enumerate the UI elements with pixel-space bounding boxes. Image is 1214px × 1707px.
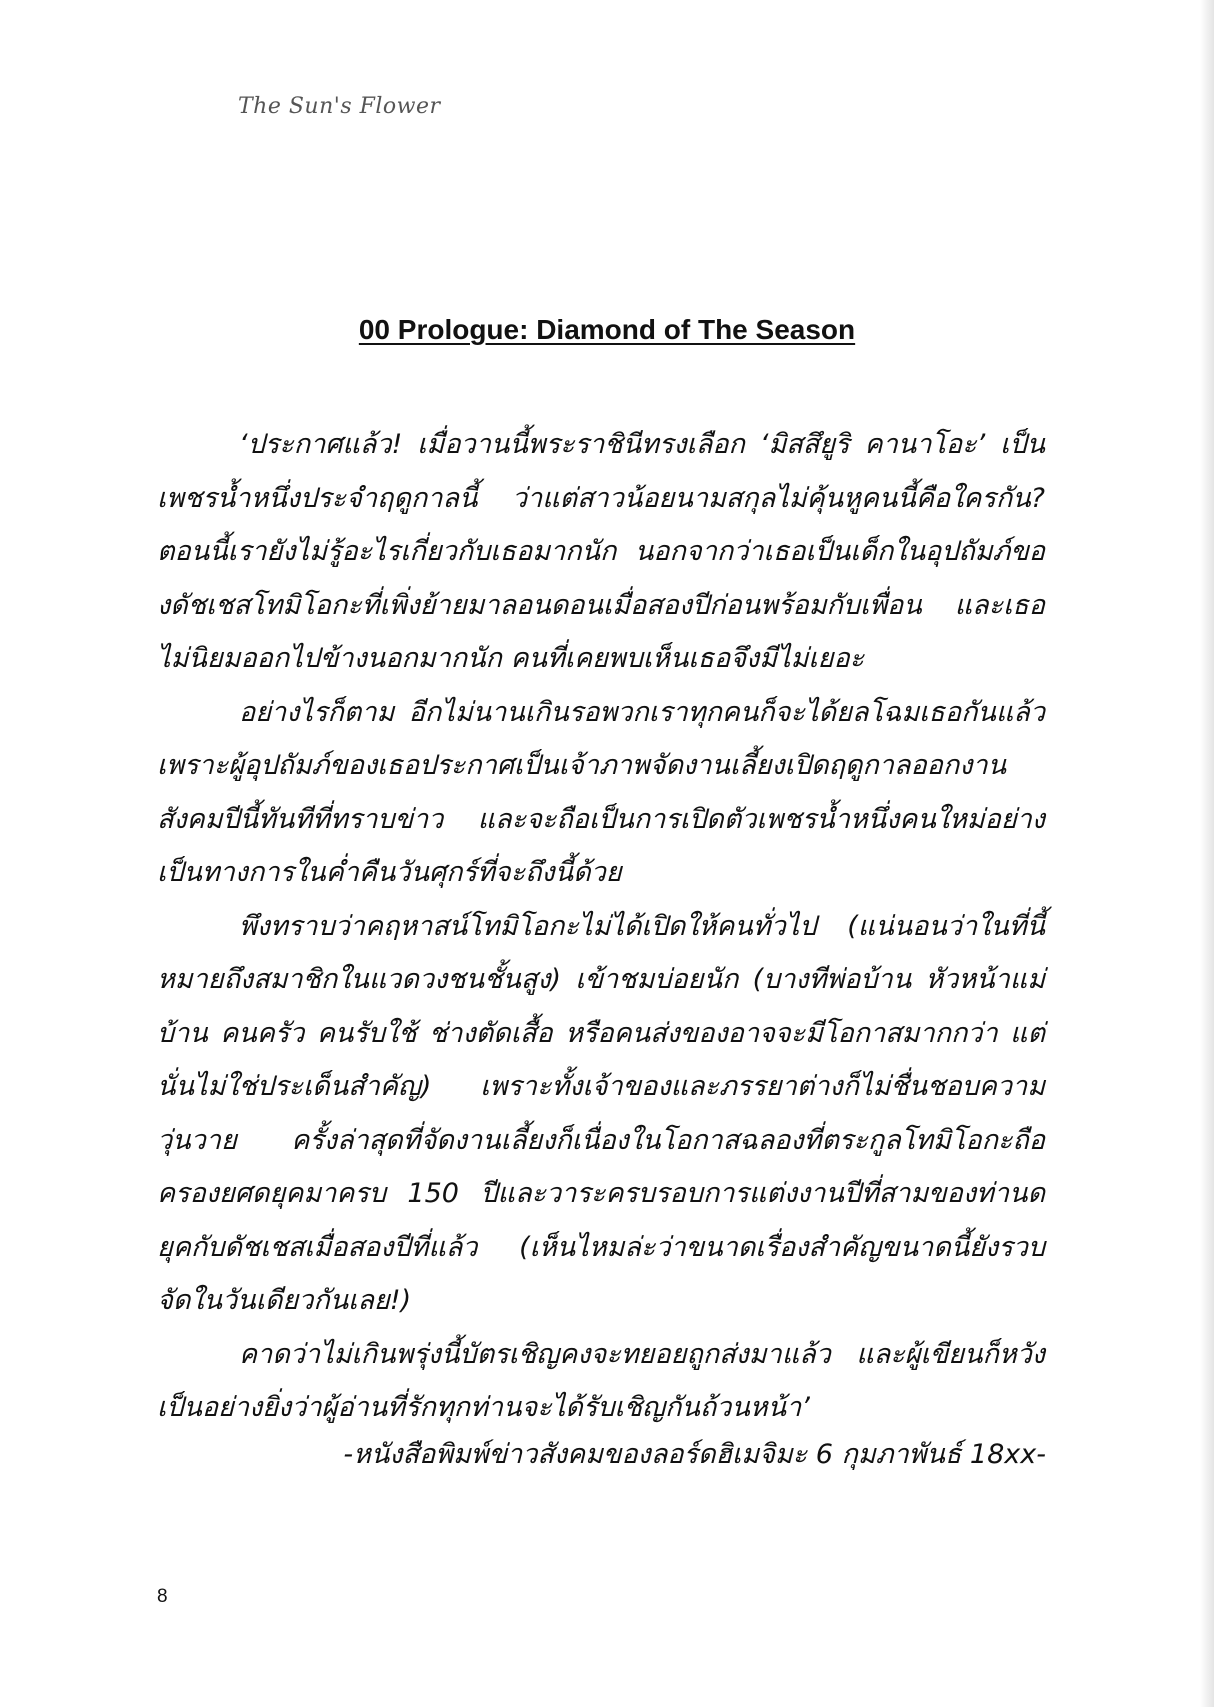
paragraph: อย่างไรก็ตาม อีกไม่นานเกินรอพวกเราทุกคนก็จะได้ยลโฉมเธอกันแล้ว เพราะผู้อุปถัมภ์ของเธอประกาศเป็นเจ้าภาพจัดงานเลี้ยงเปิดฤดูกาลออกงานสังคมปีนี้ทันทีที่ทราบข่าว และจะถือเป็นการเปิดตัวเพชรน้ำหนึ่งคนใหม่อย่างเป็นทางการในค่ำคืนวันศุกร์ที่จะถึงนี้ด้วย [157, 696, 1045, 888]
newspaper-signature: -หนังสือพิมพ์ข่าวสังคมของลอร์ดฮิเมจิมะ 6 กุมภาพันธ์ 18xx- [343, 1439, 1046, 1470]
page-number: 8 [157, 1586, 168, 1607]
page-edge-shadow [1200, 0, 1214, 1707]
body-text [157, 418, 1045, 1435]
paragraph: ‘ประกาศแล้ว! เมื่อวานนี้พระราชินีทรงเลือก ‘มิสสึยูริ คานาโอะ’ เป็นเพชรน้ำหนึ่งประจำฤดูกาลนี้ ว่าแต่สาวน้อยนามสกุลไม่คุ้นหูคนนี้คือใครกัน? ตอนนี้เรายังไม่รู้อะไรเกี่ยวกับเธอมากนัก นอกจากว่าเธอเป็นเด็กในอุปถัมภ์ของดัชเชสโทมิโอกะที่เพิ่งย้ายมาลอนดอนเมื่อสองปีก่อนพร้อมกับเพื่อน และเธอไม่นิยมออกไปข้างนอกมากนัก คนที่เคยพบเห็นเธอจึงมีไม่เยอะ [157, 429, 1045, 674]
running-header: The Sun's Flower [238, 94, 441, 119]
paragraph: พึงทราบว่าคฤหาสน์โทมิโอกะไม่ได้เปิดให้คนทั่วไป (แน่นอนว่าในที่นี้หมายถึงสมาชิกในแวดวงชนชั้นสูง) เข้าชมบ่อยนัก (บางทีพ่อบ้าน หัวหน้าแม่บ้าน คนครัว คนรับใช้ ช่างตัดเสื้อ หรือคนส่งของอาจจะมีโอกาสมากกว่า แต่นั่นไม่ใช่ประเด็นสำคัญ) เพราะทั้งเจ้าของและภรรยาต่างก็ไม่ชื่นชอบความวุ่นวาย ครั้งล่าสุดที่จัดงานเลี้ยงก็เนื่องในโอกาสฉลองที่ตระกูลโทมิโอกะถือครองยศดยุคมาครบ 150 ปีและวาระครบรอบการแต่งงานปีที่สามของท่านดยุคกับดัชเชสเมื่อสองปีที่แล้ว (เห็นไหมล่ะว่าขนาดเรื่องสำคัญขนาดนี้ยังรวบจัดในวันเดียวกันเลย!) [157, 910, 1045, 1316]
chapter-title: 00 Prologue: Diamond of The Season [358, 314, 856, 345]
paragraph: คาดว่าไม่เกินพรุ่งนี้บัตรเชิญคงจะทยอยถูกส่งมาแล้ว และผู้เขียนก็หวังเป็นอย่างยิ่งว่าผู้อ่านที่รักทุกท่านจะได้รับเชิญกันถ้วนหน้า’ [157, 1338, 1045, 1423]
